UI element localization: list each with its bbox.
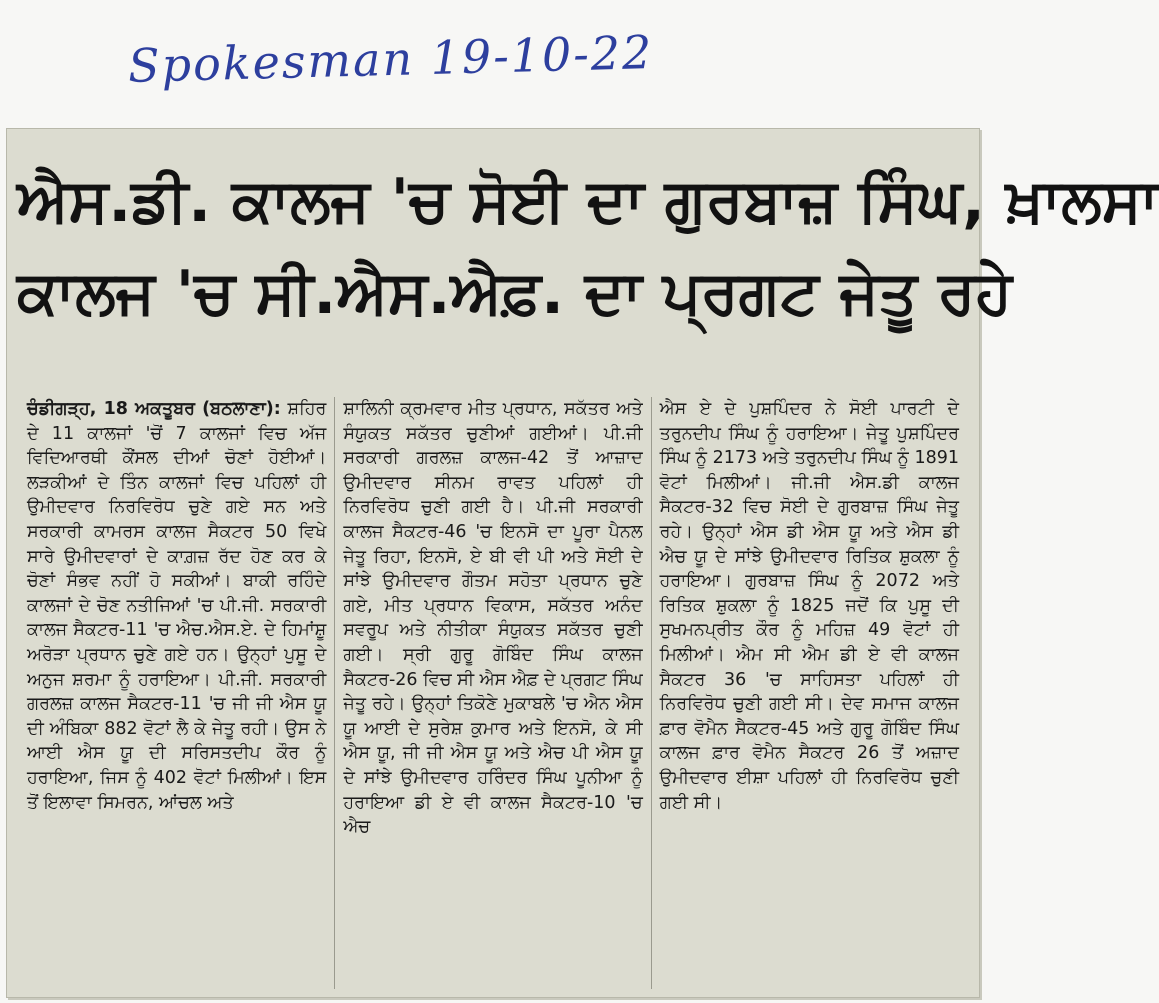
- article-column-1: [19, 397, 334, 989]
- headline-line-2: ਕਾਲਜ 'ਚ ਸੀ.ਐਸ.ਐਫ਼. ਦਾ ਪ੍ਰਗਟ ਜੇਤੂ ਰਹੇ: [17, 258, 1013, 328]
- column-1-text: ਸ਼ਹਿਰ ਦੇ 11 ਕਾਲਜਾਂ 'ਚੋਂ 7 ਕਾਲਜਾਂ ਵਿਚ ਅੱਜ ਵਿਦਿਆਰਥੀ ਕੌਂਸਲ ਦੀਆਂ ਚੋਣਾਂ ਹੋਈਆਂ। ਲੜਕੀਆਂ ਦੇ ਤਿੰਨ ਕਾਲਜਾਂ ਵਿਚ ਪਹਿਲਾਂ ਹੀ ਉਮੀਦਵਾਰ ਨਿਰਵਿਰੋਧ ਚੁਣੇ ਗਏ ਸਨ ਅਤੇ ਸਰਕਾਰੀ ਕਾਮਰਸ ਕਾਲਜ ਸੈਕਟਰ 50 ਵਿਖੇ ਸਾਰੇ ਉਮੀਦਵਾਰਾਂ ਦੇ ਕਾਗ਼ਜ਼ ਰੱਦ ਹੋਣ ਕਰ ਕੇ ਚੋਣਾਂ ਸੰਭਵ ਨਹੀਂ ਹੋ ਸਕੀਆਂ। ਬਾਕੀ ਰਹਿੰਦੇ ਕਾਲਜਾਂ ਦੇ ਚੋਣ ਨਤੀਜਿਆਂ 'ਚ ਪੀ.ਜੀ. ਸਰਕਾਰੀ ਕਾਲਜ ਸੈਕਟਰ-11 'ਚ ਐਚ.ਐਸ.ਏ. ਦੇ ਹਿਮਾਂਸ਼ੂ ਅਰੋੜਾ ਪ੍ਰਧਾਨ ਚੁਣੇ ਗਏ ਹਨ। ਉਨ੍ਹਾਂ ਪੁਸੂ ਦੇ ਅਨੁਜ ਸ਼ਰਮਾ ਨੂੰ ਹਰਾਇਆ। ਪੀ.ਜੀ. ਸਰਕਾਰੀ ਗਰਲਜ਼ ਕਾਲਜ ਸੈਕਟਰ-11 'ਚ ਜੀ ਜੀ ਐਸ ਯੂ ਦੀ ਅੰਬਿਕਾ 882 ਵੋਟਾਂ ਲੈ ਕੇ ਜੇਤੂ ਰਹੀ। ਉਸ ਨੇ ਆਈ ਐਸ ਯੂ ਦੀ ਸਰਿਸਤਦੀਪ ਕੌਰ ਨੂੰ ਹਰਾਇਆ, ਜਿਸ ਨੂੰ 402 ਵੋਟਾਂ ਮਿਲੀਆਂ। ਇਸ ਤੋਂ ਇਲਾਵਾ ਸਿਮਰਨ, ਆਂਚਲ ਅਤੇ: [27, 399, 327, 813]
- newspaper-clipping: [6, 128, 1159, 998]
- dateline: ਚੰਡੀਗੜ੍ਹ, 18 ਅਕਤੂਬਰ (ਬਠਲਾਣਾ):: [27, 399, 281, 419]
- article-columns: [19, 397, 967, 989]
- column-3-text: ਐਸ ਏ ਦੇ ਪੁਸ਼ਪਿੰਦਰ ਨੇ ਸੋਈ ਪਾਰਟੀ ਦੇ ਤਰੁਨਦੀਪ ਸਿੰਘ ਨੂੰ ਹਰਾਇਆ। ਜੇਤੂ ਪੁਸ਼ਪਿੰਦਰ ਸਿੰਘ ਨੂੰ 2173 ਅਤੇ ਤਰੁਨਦੀਪ ਸਿੰਘ ਨੂੰ 1891 ਵੋਟਾਂ ਮਿਲੀਆਂ। ਜੀ.ਜੀ ਐਸ.ਡੀ ਕਾਲਜ ਸੈਕਟਰ-32 ਵਿਚ ਸੋਈ ਦੇ ਗੁਰਬਾਜ਼ ਸਿੰਘ ਜੇਤੂ ਰਹੇ। ਉਨ੍ਹਾਂ ਐਸ ਡੀ ਐਸ ਯੂ ਅਤੇ ਐਸ ਡੀ ਐਚ ਯੂ ਦੇ ਸਾਂਝੇ ਉਮੀਦਵਾਰ ਰਿਤਿਕ ਸ਼ੁਕਲਾ ਨੂੰ ਹਰਾਇਆ। ਗੁਰਬਾਜ਼ ਸਿੰਘ ਨੂੰ 2072 ਅਤੇ ਰਿਤਿਕ ਸ਼ੁਕਲਾ ਨੂੰ 1825 ਜਦੋਂ ਕਿ ਪੁਸੂ ਦੀ ਸੁਖਮਨਪ੍ਰੀਤ ਕੌਰ ਨੂੰ ਮਹਿਜ਼ 49 ਵੋਟਾਂ ਹੀ ਮਿਲੀਆਂ। ਐਮ ਸੀ ਐਮ ਡੀ ਏ ਵੀ ਕਾਲਜ ਸੈਕਟਰ 36 'ਚ ਸਾਹਿਸਤਾ ਪਹਿਲਾਂ ਹੀ ਨਿਰਵਿਰੋਧ ਚੁਣੀ ਗਈ ਸੀ। ਦੇਵ ਸਮਾਜ ਕਾਲਜ ਫ਼ਾਰ ਵੋਮੈਨ ਸੈਕਟਰ-45 ਅਤੇ ਗੁਰੂ ਗੋਬਿੰਦ ਸਿੰਘ ਕਾਲਜ ਫ਼ਾਰ ਵੋਮੈਨ ਸੈਕਟਰ 26 ਤੋਂ ਅਜ਼ਾਦ ਉਮੀਦਵਾਰ ਈਸ਼ਾ ਪਹਿਲਾਂ ਹੀ ਨਿਰਵਿਰੋਧ ਚੁਣੀ ਗਈ ਸੀ।: [659, 399, 959, 813]
- handwritten-source-note: Spokesman 19-10-22: [127, 25, 654, 93]
- article-column-2: [334, 397, 650, 989]
- headline-line-1: ਐਸ.ਡੀ. ਕਾਲਜ 'ਚ ਸੋਈ ਦਾ ਗੁਰਬਾਜ਼ ਸਿੰਘ, ਖ਼ਾਲਸਾ: [17, 166, 1159, 236]
- column-2-text: ਸ਼ਾਲਿਨੀ ਕ੍ਰਮਵਾਰ ਮੀਤ ਪ੍ਰਧਾਨ, ਸਕੱਤਰ ਅਤੇ ਸੰਯੁਕਤ ਸਕੱਤਰ ਚੁਣੀਆਂ ਗਈਆਂ। ਪੀ.ਜੀ ਸਰਕਾਰੀ ਗਰਲਜ਼ ਕਾਲਜ-42 ਤੋਂ ਆਜ਼ਾਦ ਉਮੀਦਵਾਰ ਸੀਨਮ ਰਾਵਤ ਪਹਿਲਾਂ ਹੀ ਨਿਰਵਿਰੋਧ ਚੁਣੀ ਗਈ ਹੈ। ਪੀ.ਜੀ ਸਰਕਾਰੀ ਕਾਲਜ ਸੈਕਟਰ-46 'ਚ ਇਨਸੋ ਦਾ ਪੂਰਾ ਪੈਨਲ ਜੇਤੂ ਰਿਹਾ, ਇਨਸੋ, ਏ ਬੀ ਵੀ ਪੀ ਅਤੇ ਸੋਈ ਦੇ ਸਾਂਝੇ ਉਮੀਦਵਾਰ ਗੌਤਮ ਸਹੋਤਾ ਪ੍ਰਧਾਨ ਚੁਣੇ ਗਏ, ਮੀਤ ਪ੍ਰਧਾਨ ਵਿਕਾਸ, ਸਕੱਤਰ ਅਨੰਦ ਸਵਰੂਪ ਅਤੇ ਨੀਤੀਕਾ ਸੰਯੁਕਤ ਸਕੱਤਰ ਚੁਣੀ ਗਈ। ਸ੍ਰੀ ਗੁਰੂ ਗੋਬਿੰਦ ਸਿੰਘ ਕਾਲਜ ਸੈਕਟਰ-26 ਵਿਚ ਸੀ ਐਸ ਐਫ਼ ਦੇ ਪ੍ਰਗਟ ਸਿੰਘ ਜੇਤੂ ਰਹੇ। ਉਨ੍ਹਾਂ ਤਿਕੋਣੇ ਮੁਕਾਬਲੇ 'ਚ ਐਨ ਐਸ ਯੂ ਆਈ ਦੇ ਸੁਰੇਸ਼ ਕੁਮਾਰ ਅਤੇ ਇਨਸੋ, ਕੇ ਸੀ ਐਸ ਯੂ, ਜੀ ਜੀ ਐਸ ਯੂ ਅਤੇ ਐਚ ਪੀ ਐਸ ਯੂ ਦੇ ਸਾਂਝੇ ਉਮੀਦਵਾਰ ਹਰਿੰਦਰ ਸਿੰਘ ਪੂਨੀਆ ਨੂੰ ਹਰਾਇਆ ਡੀ ਏ ਵੀ ਕਾਲਜ ਸੈਕਟਰ-10 'ਚ ਐਚ: [343, 399, 643, 838]
- article-column-3: [651, 397, 967, 989]
- headline: [17, 155, 1159, 339]
